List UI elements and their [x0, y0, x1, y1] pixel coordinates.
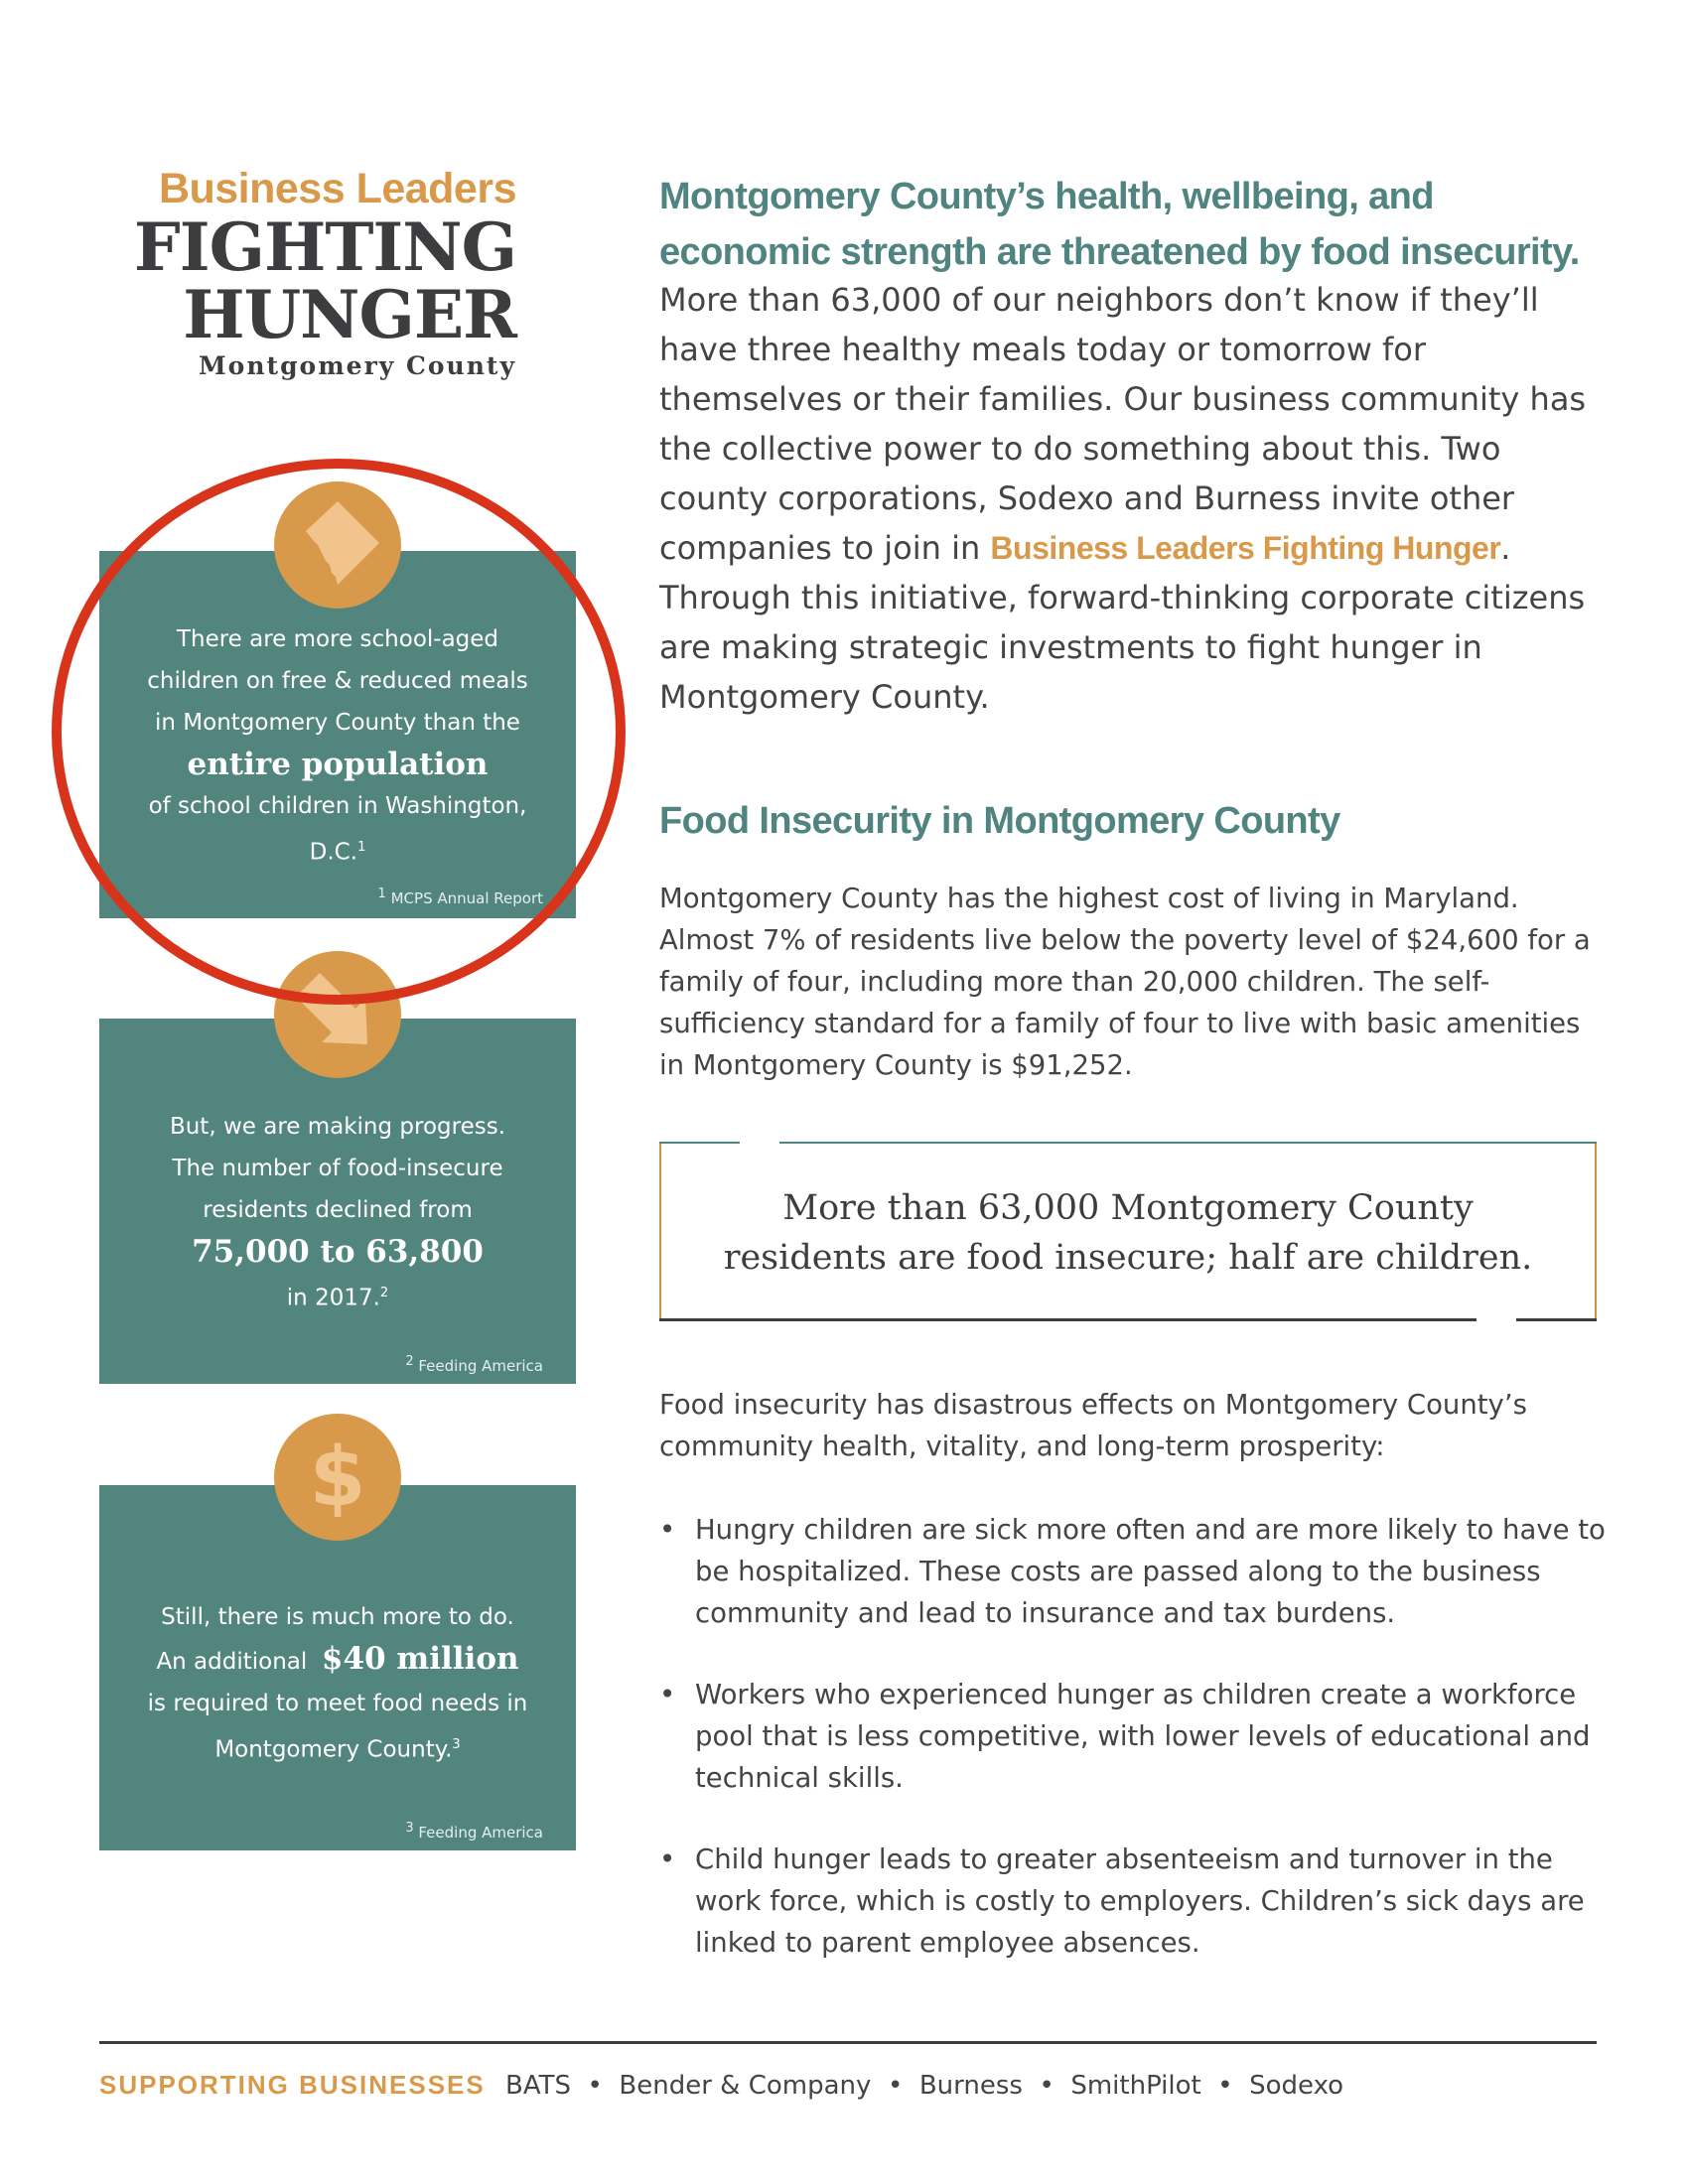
dollar-icon [274, 1414, 401, 1541]
intro-paragraph [659, 275, 1613, 722]
section-paragraph: Montgomery County has the highest cost of living in Maryland. Almost 7% of residents live below the poverty level of $24,600 for a family of four, including more than 20,000 children. The self-sufficiency standard for a family of four to live with basic amenities in Montgomery County is $91,252. [659, 883, 1591, 1081]
intro-heading-line: Montgomery County’s health, wellbeing, and [659, 176, 1434, 217]
stat-card-text [119, 1596, 556, 1771]
stat-source-text: Feeding America [418, 1357, 543, 1375]
footnote-mark: 1 [357, 840, 366, 855]
intro-heading-line: economic strength are threatened by food insecurity. [659, 231, 1580, 273]
separator: • [887, 2071, 904, 2101]
stat-line: of school children in Washington, [148, 793, 527, 819]
business-name: SmithPilot [1070, 2071, 1201, 2101]
effects-intro: Food insecurity has disastrous effects on Montgomery County’s community health, vitality, and long-term prosperity: [659, 1389, 1527, 1462]
stat-line: An additional [156, 1649, 308, 1675]
footnote-mark: 3 [452, 1737, 461, 1752]
logo-line-business-leaders: Business Leaders [158, 165, 516, 212]
stat-line: is required to meet food needs in [147, 1691, 528, 1716]
list-item-text: Workers who experienced hunger as children create a workforce pool that is less competitive, with lower levels of educational and technical skills. [695, 1679, 1591, 1794]
list-item [659, 1839, 1613, 1964]
business-name: BATS [505, 2071, 571, 2101]
separator: • [1039, 2071, 1055, 2101]
logo-line-hunger: HUNGER [183, 276, 516, 353]
stat-source-text: Feeding America [418, 1824, 543, 1842]
separator: • [587, 2071, 603, 2101]
svg-text:$: $ [309, 1431, 366, 1525]
intro-heading [659, 169, 1632, 280]
bullet-icon: • [659, 1843, 676, 1875]
logo-line-fighting: FIGHTING [133, 208, 516, 286]
list-item-text: Child hunger leads to greater absenteeism and turnover in the work force, which is costly to employers. Children’s sick days are linked to parent employee absences. [695, 1843, 1585, 1959]
business-name: Burness [918, 2071, 1023, 2101]
stat-source-text: MCPS Annual Report [390, 889, 543, 907]
initiative-name: Business Leaders Fighting Hunger [990, 530, 1501, 566]
stat-line: There are more school-aged [176, 626, 499, 652]
pull-quote-line: residents are food insecure; half are children. [723, 1238, 1533, 1278]
stat-card-text [119, 1106, 556, 1319]
separator: • [1217, 2071, 1233, 2101]
bullet-icon: • [659, 1679, 676, 1710]
intro-text: . Through this initiative, forward-thinking corporate citizens are making strategic investments to fight hunger in Montgomery County. [659, 529, 1586, 716]
logo [99, 164, 516, 384]
quote-rule-bottom [1516, 1318, 1597, 1321]
quote-rule-bottom [659, 1318, 1477, 1321]
stat-line: Montgomery County. [214, 1736, 453, 1763]
stat-line: Still, there is much more to do. [161, 1604, 514, 1630]
quote-rule-top [779, 1142, 1597, 1144]
stat-source [405, 1821, 543, 1842]
stat-line: residents declined from [203, 1197, 473, 1223]
stat-source [405, 1354, 543, 1375]
logo-line-county: Montgomery County [199, 351, 516, 380]
section-heading: Food Insecurity in Montgomery County [659, 800, 1340, 842]
footnote-mark: 1 [377, 887, 386, 901]
business-name: Sodexo [1249, 2071, 1344, 2101]
pull-quote-line: More than 63,000 Montgomery County [782, 1188, 1474, 1228]
stat-line: The number of food-insecure [172, 1156, 503, 1181]
list-item [659, 1509, 1613, 1634]
stat-line: But, we are making progress. [169, 1114, 506, 1140]
footer-supporting-businesses [99, 2065, 1343, 2106]
stat-line: D.C. [309, 839, 358, 866]
highlight-circle-annotation [52, 459, 626, 1005]
stat-highlight: entire population [187, 747, 489, 782]
list-item [659, 1674, 1613, 1799]
footnote-mark: 3 [405, 1821, 414, 1836]
stat-line: children on free & reduced meals [147, 668, 528, 694]
pull-quote [659, 1183, 1597, 1283]
stat-line: in 2017. [286, 1285, 380, 1311]
stat-highlight: 75,000 to 63,800 [192, 1234, 484, 1270]
footnote-mark: 2 [405, 1354, 414, 1369]
footer-label: SUPPORTING BUSINESSES [99, 2070, 486, 2100]
quote-gap [1477, 1315, 1516, 1325]
footnote-mark: 2 [379, 1286, 389, 1300]
stat-line: in Montgomery County than the [155, 710, 520, 736]
business-name: Bender & Company [619, 2071, 872, 2101]
footer-divider [99, 2041, 1597, 2044]
intro-text: More than 63,000 of our neighbors don’t know if they’ll have three healthy meals today or tomorrow for themselves or their families. Our business community has the collective power to do something about this. Two county corporations, Sodexo and Burness invite other companies to join in [659, 281, 1587, 567]
quote-rule-top [659, 1142, 740, 1144]
quote-gap [740, 1138, 779, 1148]
bullet-icon: • [659, 1514, 676, 1546]
stat-highlight: $40 million [321, 1641, 519, 1677]
list-item-text: Hungry children are sick more often and are more likely to have to be hospitalized. These costs are passed along to the business community and lead to insurance and tax burdens. [695, 1514, 1606, 1629]
